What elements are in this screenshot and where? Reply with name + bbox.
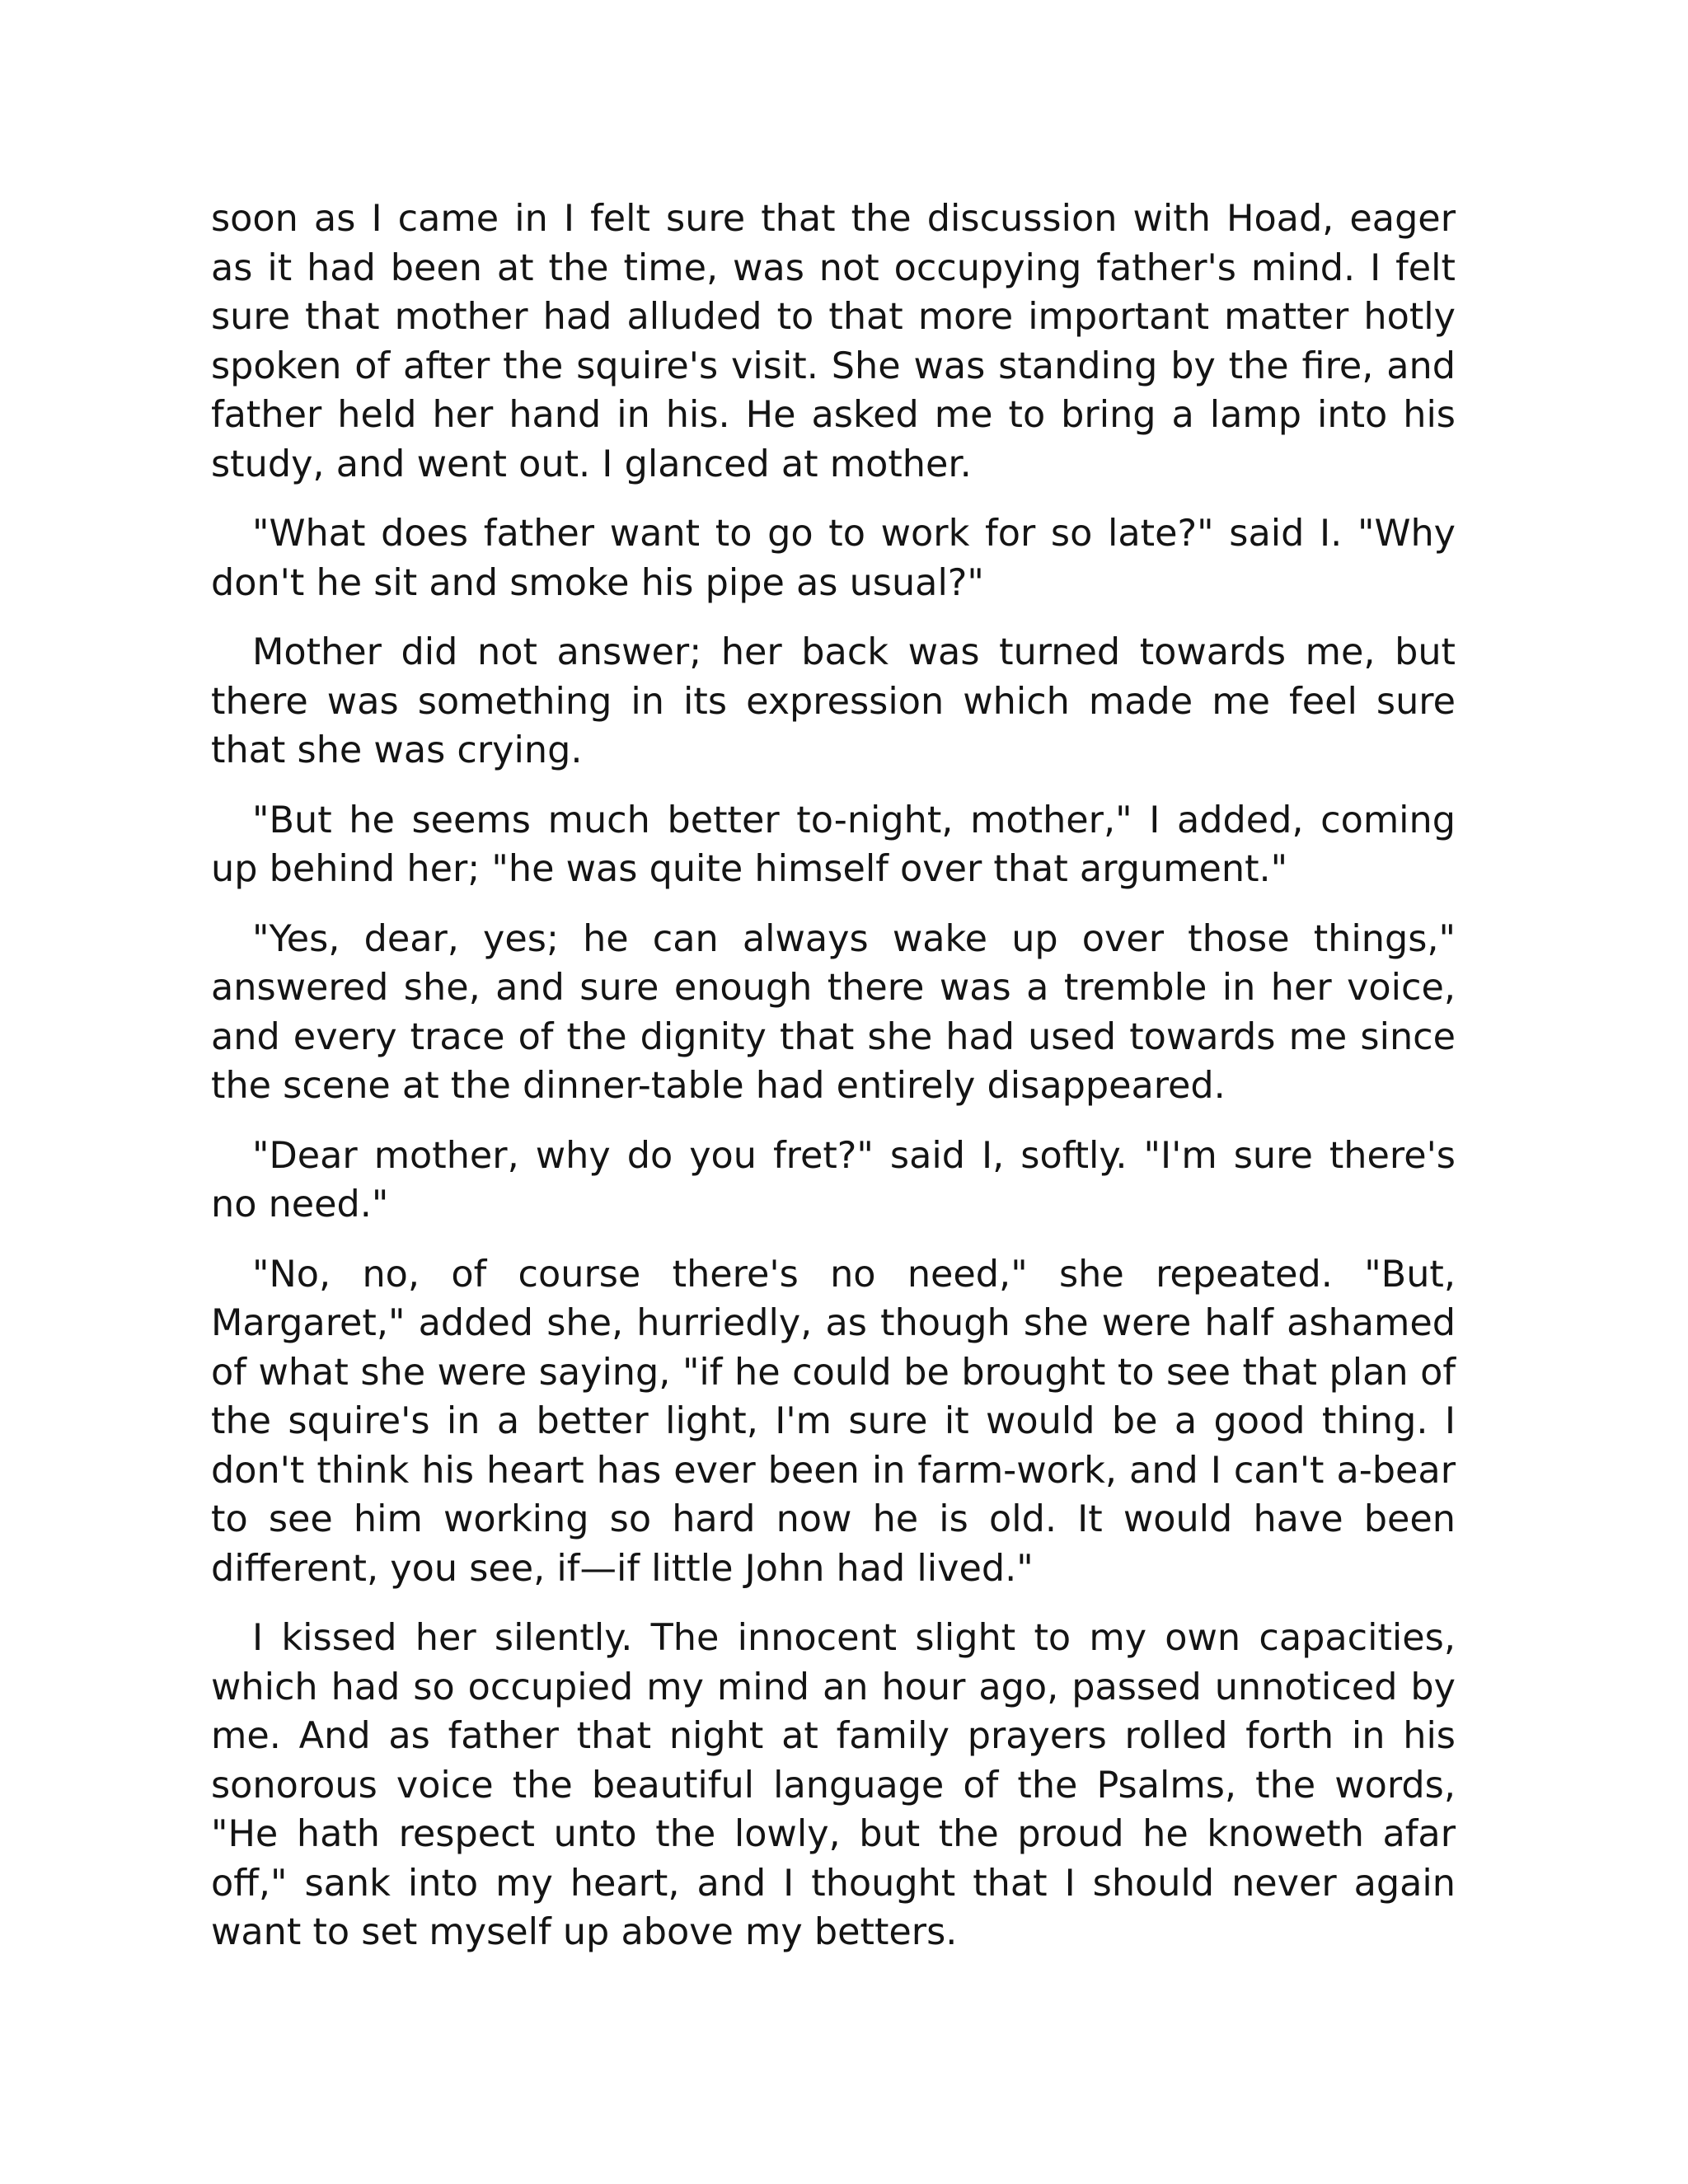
paragraph-8: I kissed her silently. The innocent slight to my own capacities, which had so occupied my mind an hour ago, passed unnoticed by me. And as father that night at family prayers rolled forth in his sonorous voice the beautiful language of the Psalms, the words, "He hath respect unto the lowly, but the proud he knoweth afar off," sank into my heart, and I thought that I should never again want to set myself up above my betters. [211,1617,1456,1953]
paragraph-2: "What does father want to go to work for so late?" said I. "Why don't he sit and smoke his pipe as usual?" [211,513,1456,604]
paragraph-4: "But he seems much better to-night, mother," I added, coming up behind her; "he was quite himself over that argument." [211,799,1456,890]
paragraph-1: soon as I came in I felt sure that the discussion with Hoad, eager as it had been at the time, was not occupying father's mind. I felt sure that mother had alluded to that more important matter hotly spoken of after the squire's visit. She was standing by the fire, and father held her hand in his. He asked me to bring a lamp into his study, and went out. I glanced at mother. [211,198,1456,485]
paragraph-3: Mother did not answer; her back was turned towards me, but there was something in its expression which made me feel sure that she was crying. [211,631,1456,771]
paragraph-7: "No, no, of course there's no need," she repeated. "But, Margaret," added she, hurriedly, as though she were half ashamed of what she were saying, "if he could be brought to see that plan of the squire's in a better light, I'm sure it would be a good thing. I don't think his heart has ever been in farm-work, and I can't a-bear to see him working so hard now he is old. It would have been different, you see, if—if little John had lived." [211,1253,1456,1590]
paragraph-5: "Yes, dear, yes; he can always wake up over those things," answered she, and sure enough there was a tremble in her voice, and every trace of the dignity that she had used towards me since the scene at the dinner-table had entirely disappeared. [211,917,1456,1107]
body-text [211,194,1456,1978]
paragraph-6: "Dear mother, why do you fret?" said I, softly. "I'm sure there's no need." [211,1134,1456,1226]
